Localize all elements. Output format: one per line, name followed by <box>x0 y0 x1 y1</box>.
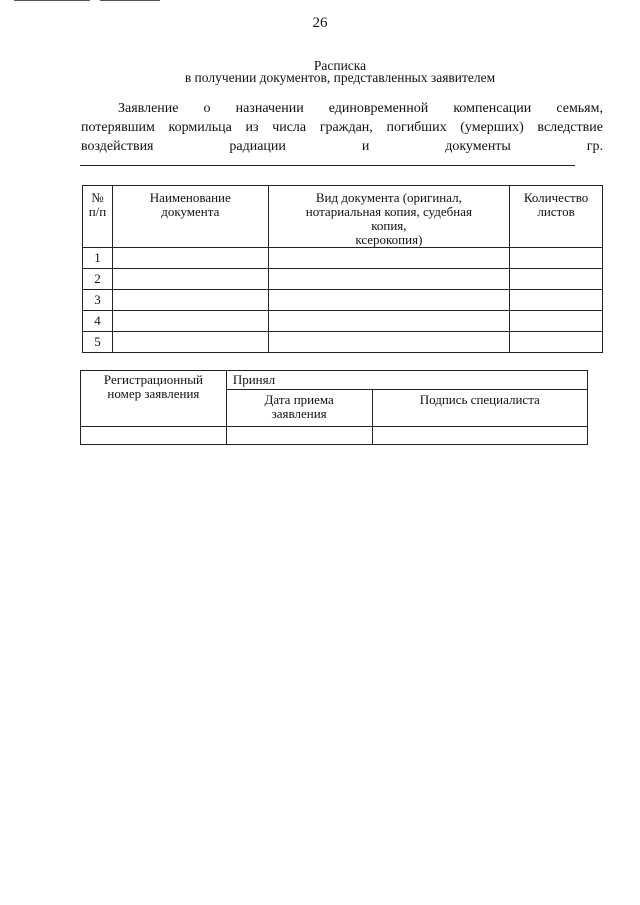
scan-mark <box>14 0 90 1</box>
doc-name-cell[interactable] <box>112 332 268 353</box>
documents-table <box>82 185 603 353</box>
row-number: 3 <box>83 290 113 311</box>
doc-subtitle: в получении документов, представленных заявителем <box>184 70 496 85</box>
paragraph-line: потерявшим кормильца из числа граждан, погибших (умерших) вследствие <box>81 120 603 135</box>
doc-count-cell[interactable] <box>510 311 603 332</box>
paragraph-line: Заявление о назначении единовременной компенсации семьям, <box>118 101 603 116</box>
header-count: Количество листов <box>510 186 603 248</box>
doc-title: Расписка <box>313 58 367 73</box>
header-name: Наименование документа <box>112 186 268 248</box>
row-number: 4 <box>83 311 113 332</box>
doc-type-cell[interactable] <box>268 248 509 269</box>
reg-number-cell[interactable] <box>81 427 227 445</box>
registration-header-row <box>81 371 588 390</box>
doc-count-cell[interactable] <box>510 332 603 353</box>
row-number: 2 <box>83 269 113 290</box>
paragraph-line: воздействия радиации и документы гр. <box>81 139 603 154</box>
table-header-row <box>83 186 603 248</box>
table-row <box>83 311 603 332</box>
table-row <box>83 269 603 290</box>
statement-paragraph <box>81 99 603 156</box>
accepted-header: Принял <box>226 371 587 390</box>
doc-type-cell[interactable] <box>268 269 509 290</box>
registration-table <box>80 370 588 445</box>
table-row <box>83 332 603 353</box>
page-number: 26 <box>312 15 328 31</box>
signature-header: Подпись специалиста <box>372 390 588 427</box>
doc-name-cell[interactable] <box>112 311 268 332</box>
doc-name-cell[interactable] <box>112 290 268 311</box>
doc-type-cell[interactable] <box>268 332 509 353</box>
row-number: 5 <box>83 332 113 353</box>
name-fill-line <box>80 165 575 166</box>
table-row <box>83 248 603 269</box>
row-number: 1 <box>83 248 113 269</box>
doc-count-cell[interactable] <box>510 290 603 311</box>
doc-name-cell[interactable] <box>112 269 268 290</box>
doc-type-cell[interactable] <box>268 290 509 311</box>
doc-count-cell[interactable] <box>510 269 603 290</box>
doc-type-cell[interactable] <box>268 311 509 332</box>
signature-cell[interactable] <box>372 427 588 445</box>
doc-name-cell[interactable] <box>112 248 268 269</box>
date-header: Дата приема заявления <box>226 390 372 427</box>
table-row <box>83 290 603 311</box>
date-cell[interactable] <box>226 427 372 445</box>
header-type: Вид документа (оригинал, нотариальная копия, судебная копия, ксерокопия) <box>268 186 509 248</box>
reg-number-header: Регистрационный номер заявления <box>81 371 227 427</box>
table-row <box>81 427 588 445</box>
header-num: № п/п <box>83 186 113 248</box>
scan-mark <box>100 0 160 1</box>
doc-count-cell[interactable] <box>510 248 603 269</box>
